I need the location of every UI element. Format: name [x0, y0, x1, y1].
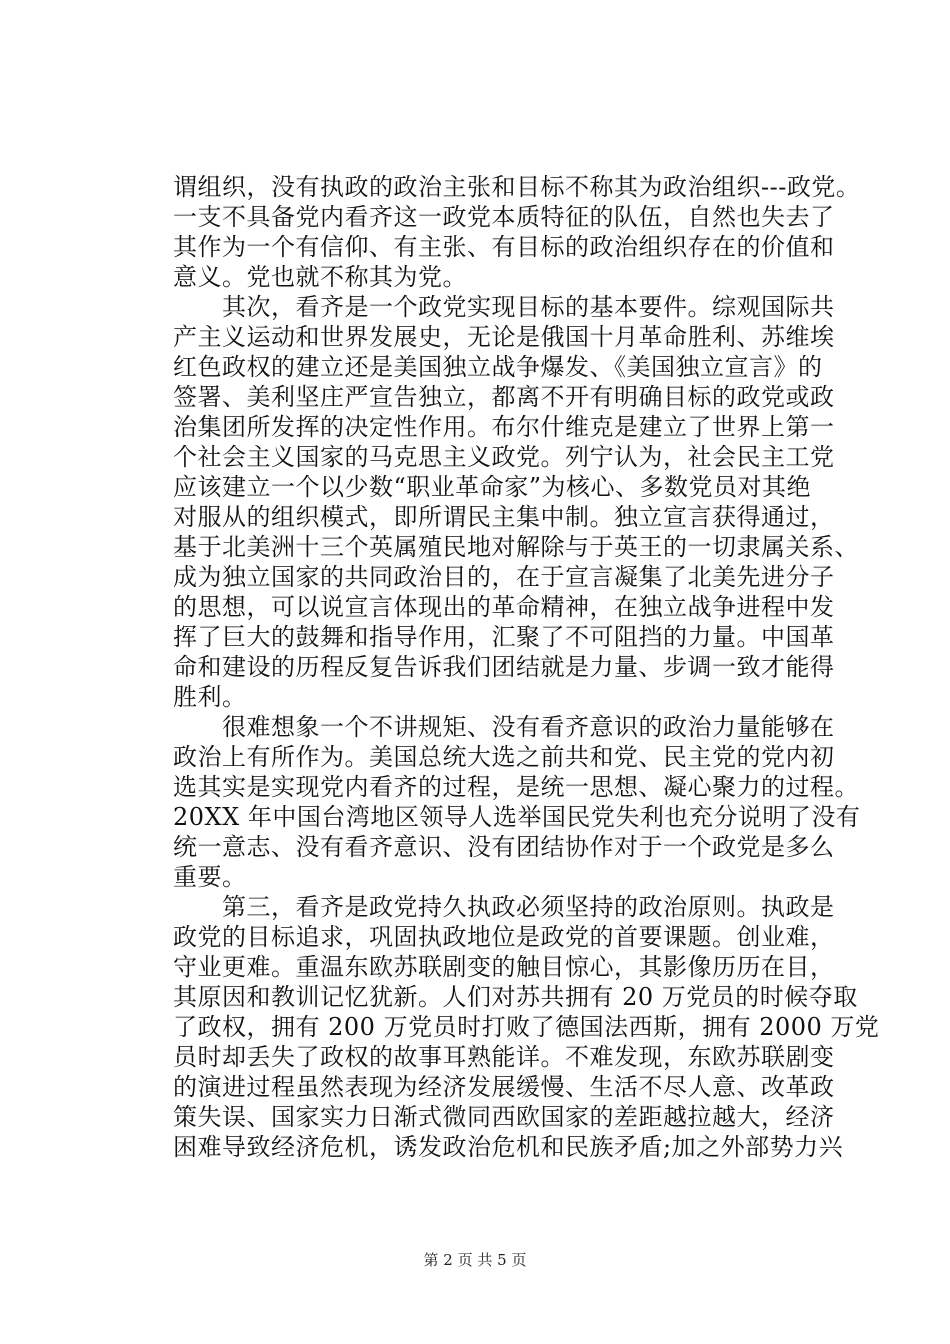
text-line: 个社会主义国家的马克思主义政党。列宁认为，社会民主工党	[173, 443, 835, 471]
text-line: 谓组织，没有执政的政治主张和目标不称其为政治组织---政党。	[173, 173, 861, 201]
text-line: 20XX 年中国台湾地区领导人选举国民党失利也充分说明了没有	[173, 803, 861, 831]
text-line: 员时却丢失了政权的故事耳熟能详。不难发现，东欧苏联剧变	[173, 1043, 835, 1071]
text-line: 命和建设的历程反复告诉我们团结就是力量、步调一致才能得	[173, 653, 835, 681]
text-line: 政党的目标追求，巩固执政地位是政党的首要课题。创业难，	[173, 923, 835, 951]
text-line: 的思想，可以说宣言体现出的革命精神，在独立战争进程中发	[173, 593, 835, 621]
text-line: 政治上有所作为。美国总统大选之前共和党、民主党的党内初	[173, 743, 835, 771]
text-line: 一支不具备党内看齐这一政党本质特征的队伍，自然也失去了	[173, 203, 835, 231]
text-line: 策失误、国家实力日渐式微同西欧国家的差距越拉越大，经济	[173, 1103, 835, 1131]
text-line: 胜利。	[173, 683, 247, 711]
text-line: 基于北美洲十三个英属殖民地对解除与于英王的一切隶属关系、	[173, 533, 859, 561]
text-line: 困难导致经济危机，诱发政治危机和民族矛盾;加之外部势力兴	[173, 1133, 844, 1161]
text-line: 签署、美利坚庄严宣告独立，都离不开有明确目标的政党或政	[173, 383, 835, 411]
text-line: 其作为一个有信仰、有主张、有目标的政治组织存在的价值和	[173, 233, 835, 261]
text-line: 守业更难。重温东欧苏联剧变的触目惊心，其影像历历在目，	[173, 953, 835, 981]
text-line: 成为独立国家的共同政治目的，在于宣言凝集了北美先进分子	[173, 563, 835, 591]
body-text	[173, 172, 880, 1162]
page-footer	[0, 1249, 950, 1270]
text-line: 第三，看齐是政党持久执政必须坚持的政治原则。执政是	[173, 893, 835, 921]
text-line: 很难想象一个不讲规矩、没有看齐意识的政治力量能够在	[173, 713, 835, 741]
text-line: 重要。	[173, 863, 247, 891]
text-line: 产主义运动和世界发展史，无论是俄国十月革命胜利、苏维埃	[173, 323, 835, 351]
text-line: 的演进过程虽然表现为经济发展缓慢、生活不尽人意、改革政	[173, 1073, 835, 1101]
text-line: 意义。党也就不称其为党。	[173, 263, 467, 291]
text-line: 其次，看齐是一个政党实现目标的基本要件。综观国际共	[173, 293, 835, 321]
text-line: 对服从的组织模式，即所谓民主集中制。独立宣言获得通过，	[173, 503, 835, 531]
text-line: 统一意志、没有看齐意识、没有团结协作对于一个政党是多么	[173, 833, 835, 861]
text-line: 挥了巨大的鼓舞和指导作用，汇聚了不可阻挡的力量。中国革	[173, 623, 835, 651]
text-line: 红色政权的建立还是美国独立战争爆发、《美国独立宣言》的	[173, 353, 823, 381]
text-line: 选其实是实现党内看齐的过程，是统一思想、凝心聚力的过程。	[173, 773, 859, 801]
text-line: 其原因和教训记忆犹新。人们对苏共拥有 20 万党员的时候夺取	[173, 983, 858, 1011]
text-line: 应该建立一个以少数“职业革命家”为核心、多数党员对其绝	[173, 473, 812, 501]
text-line: 了政权，拥有 200 万党员时打败了德国法西斯，拥有 2000 万党	[173, 1013, 880, 1041]
page-number-label: 第 2 页 共 5 页	[423, 1251, 527, 1269]
text-line: 治集团所发挥的决定性作用。布尔什维克是建立了世界上第一	[173, 413, 835, 441]
